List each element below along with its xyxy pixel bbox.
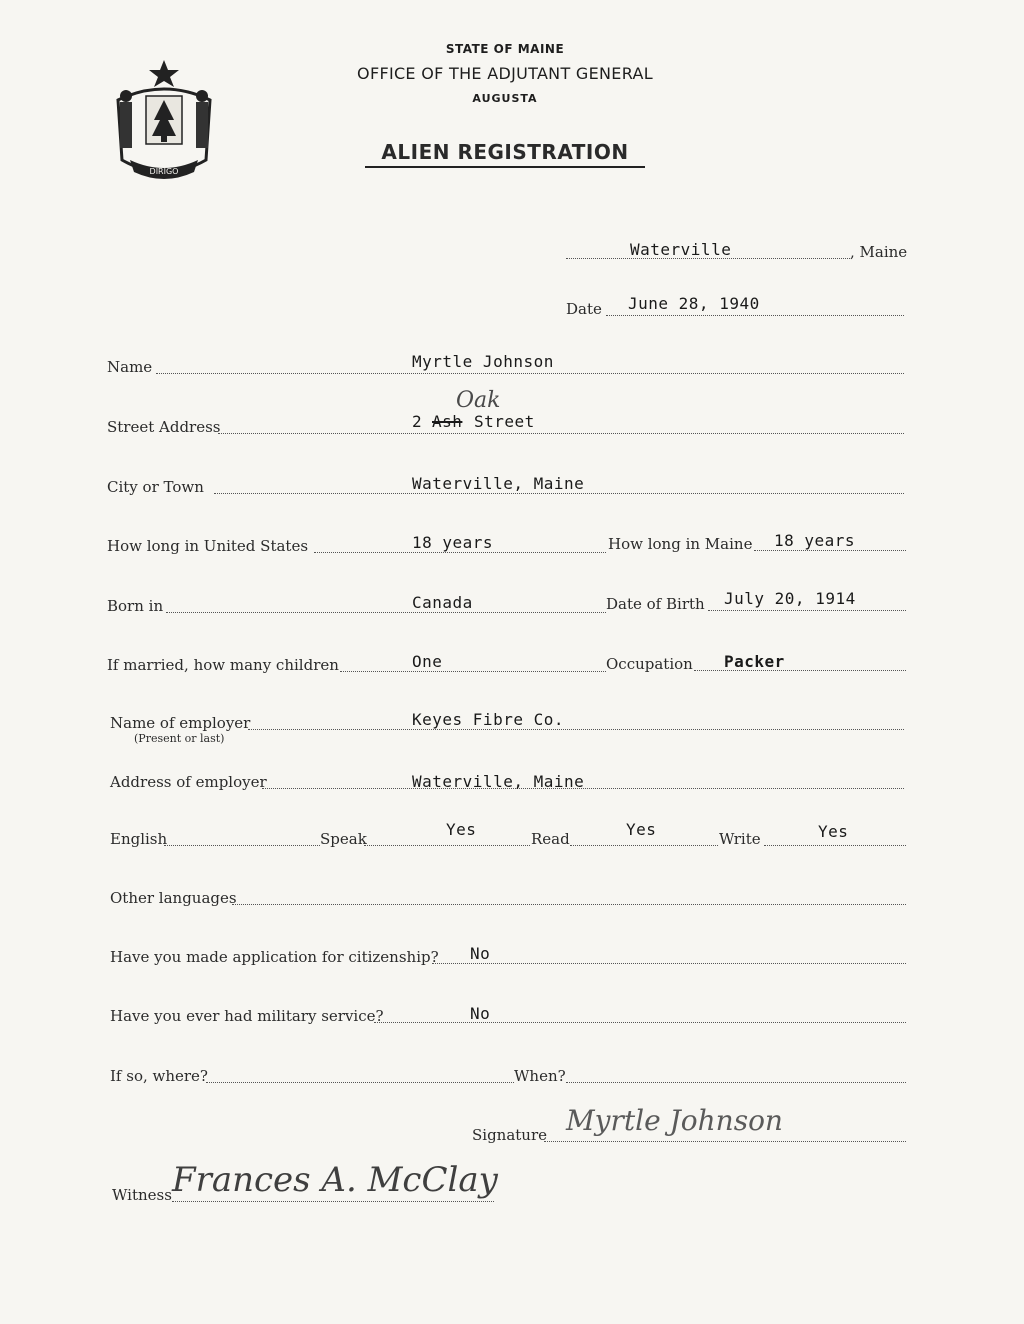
signature-line: [544, 1141, 906, 1142]
city-line: [214, 493, 904, 494]
employer-address-label: Address of employer: [110, 773, 267, 791]
speak-value: Yes: [446, 820, 477, 839]
us-duration-label: How long in United States: [107, 537, 309, 555]
signature-label: Signature: [472, 1126, 548, 1144]
when-line: [566, 1082, 906, 1083]
seal-motto: DIRIGO: [149, 167, 179, 176]
military-value: No: [470, 1004, 491, 1023]
born-in-line: [166, 612, 606, 613]
maine-duration-line: [754, 550, 906, 551]
children-value: One: [412, 652, 443, 671]
city-value: Waterville, Maine: [412, 474, 585, 493]
other-languages-line: [232, 904, 906, 905]
where-line: [206, 1082, 514, 1083]
date-line: [606, 315, 904, 316]
birth-date-value: July 20, 1914: [724, 589, 856, 608]
office-heading: OFFICE OF THE ADJUTANT GENERAL: [357, 64, 653, 83]
city-heading: AUGUSTA: [472, 92, 538, 105]
employer-value: Keyes Fibre Co.: [412, 710, 564, 729]
witness-line: [172, 1201, 494, 1202]
english-line: [164, 845, 320, 846]
state-heading: STATE OF MAINE: [445, 42, 565, 56]
street-label: Street Address: [107, 418, 221, 436]
birth-date-line: [708, 610, 906, 611]
where-label: If so, where?: [110, 1067, 208, 1085]
citizenship-line: [432, 963, 906, 964]
write-line: [764, 845, 906, 846]
date-label: Date: [566, 300, 602, 318]
read-label: Read: [531, 830, 570, 848]
write-value: Yes: [818, 822, 849, 841]
employer-sublabel: (Present or last): [134, 732, 225, 745]
name-line: [156, 373, 904, 374]
city-label: City or Town: [107, 478, 204, 496]
military-label: Have you ever had military service?: [110, 1007, 384, 1025]
location-state-label: , Maine: [850, 243, 908, 261]
name-value: Myrtle Johnson: [412, 352, 554, 371]
street-struck-name: Ash: [432, 412, 463, 431]
form-title: ALIEN REGISTRATION: [365, 140, 645, 168]
birth-date-label: Date of Birth: [606, 595, 705, 613]
employer-line: [248, 729, 904, 730]
us-duration-value: 18 years: [412, 533, 494, 552]
employer-address-value: Waterville, Maine: [412, 772, 585, 791]
citizenship-label: Have you made application for citizenship?: [110, 948, 439, 966]
children-label: If married, how many children: [107, 656, 339, 674]
date-value: June 28, 1940: [628, 294, 760, 313]
read-line: [570, 845, 718, 846]
street-number: 2: [412, 412, 423, 431]
street-value: Street: [474, 412, 535, 431]
citizenship-value: No: [470, 944, 491, 963]
when-label: When?: [514, 1067, 566, 1085]
write-label: Write: [719, 830, 761, 848]
speak-label: Speak: [320, 830, 367, 848]
us-duration-line: [314, 552, 606, 553]
maine-duration-label: How long in Maine: [608, 535, 753, 553]
street-correction: Oak: [456, 388, 501, 413]
military-line: [374, 1022, 906, 1023]
born-in-value: Canada: [412, 593, 473, 612]
maine-duration-value: 18 years: [774, 531, 856, 550]
street-line: [218, 433, 904, 434]
speak-line: [364, 845, 530, 846]
english-label: English: [110, 830, 168, 848]
signature-value: Myrtle Johnson: [566, 1104, 783, 1137]
witness-value: Frances A. McClay: [172, 1160, 498, 1200]
read-value: Yes: [626, 820, 657, 839]
employer-label: Name of employer: [110, 714, 251, 732]
children-line: [340, 671, 606, 672]
born-in-label: Born in: [107, 597, 164, 615]
witness-label: Witness: [112, 1186, 172, 1204]
location-value: Waterville: [630, 240, 732, 259]
occupation-label: Occupation: [606, 655, 693, 673]
other-languages-label: Other languages: [110, 889, 237, 907]
occupation-value: Packer: [724, 652, 785, 671]
name-label: Name: [107, 358, 153, 376]
